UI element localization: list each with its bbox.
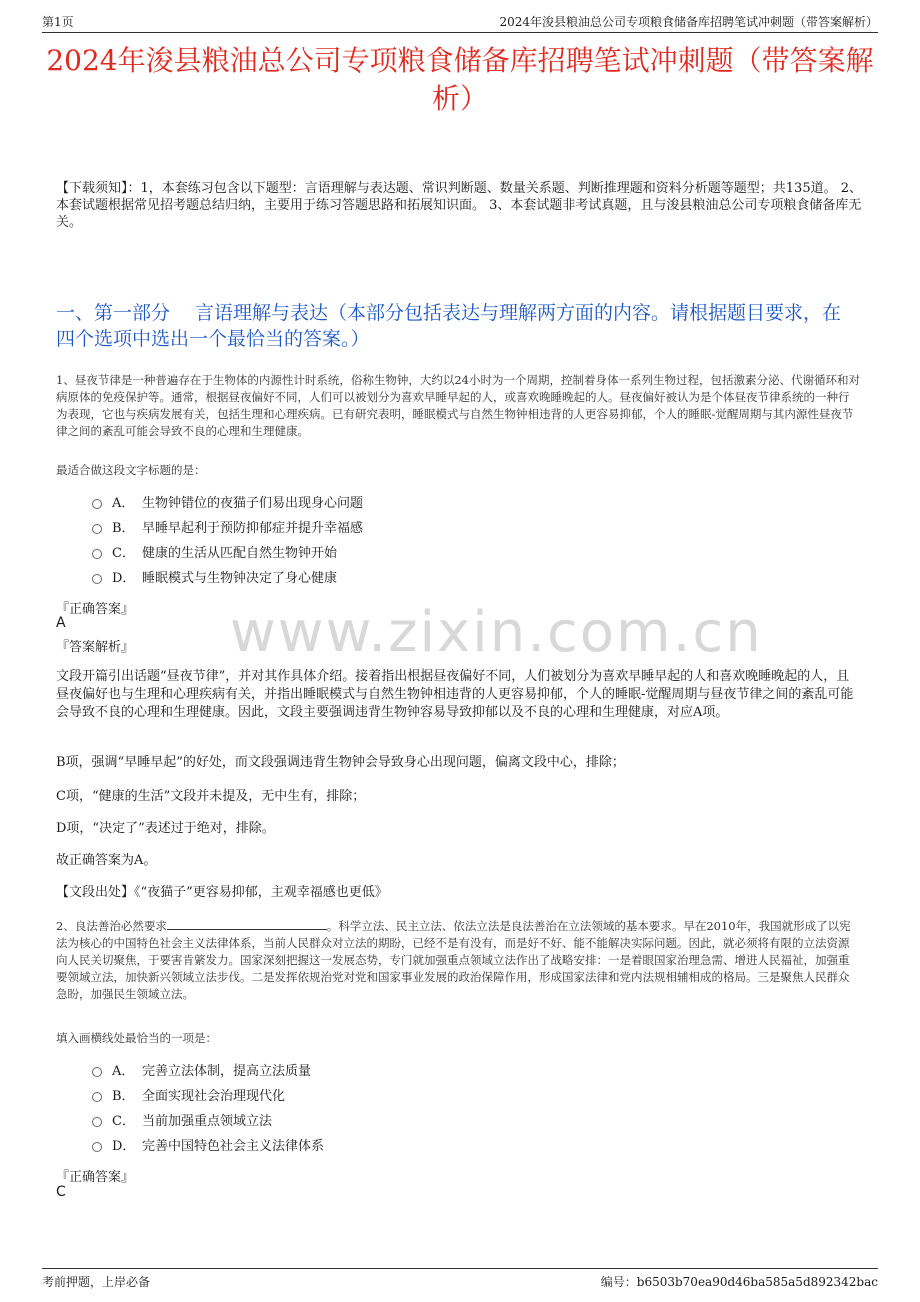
q2-option-a[interactable]: A． 完善立法体制，提高立法质量 xyxy=(92,1062,311,1082)
q2-answer-label: 『正确答案』 xyxy=(56,1170,135,1185)
q1-answer-label: 『正确答案』 xyxy=(56,602,135,617)
radio-icon[interactable] xyxy=(92,1067,102,1077)
section-heading: 一、第一部分 言语理解与表达（本部分包括表达与理解两方面的内容。请根据题目要求，在四个选项中选出一个最恰当的答案。） xyxy=(56,302,842,350)
q2-option-d[interactable]: D． 完善中国特色社会主义法律体系 xyxy=(92,1137,324,1157)
download-notice: 【下载须知】：1，本套练习包含以下题型：言语理解与表达题、常识判断题、数量关系题、判断推理题和资料分析题等题型；共135道。 2、本套试题根据常见招考题总结归纳，主要用于练习答题思路和拓展知识面。 3、本套试题非考试真题，且与浚县粮油总公司专项粮食储备库无关。 xyxy=(56,181,862,230)
q2-answer: C xyxy=(56,1184,66,1200)
radio-icon[interactable] xyxy=(92,1142,102,1152)
document-title: 2024年浚县粮油总公司专项粮食储备库招聘笔试冲刺题（带答案解析） xyxy=(46,44,874,115)
q1-analysis-paragraph: 文段开篇引出话题“昼夜节律”，并对其作具体介绍。接着指出根据昼夜偏好不同，人们被划分为喜欢早睡早起的人和喜欢晚睡晚起的人，且昼夜偏好也与生理和心理疾病有关，并指出睡眠模式与自然生物钟相违背的人更容易抑郁，个人的睡眠-觉醒周期与昼夜节律之间的紊乱可能会导致不良的心理和生理健康。因此，文段主要强调违背生物钟容易导致抑郁以及不良的心理和生理健康，对应A项。 xyxy=(56,669,854,720)
page-number: 第1页 xyxy=(42,15,74,29)
question-2-text: 2、良法善治必然要求 。科学立法、民主立法、依法立法是良法善治在立法领域的基本要求。早在2010年，我国就形成了以宪法为核心的中国特色社会主义法律体系，当前人民群众对立法的期盼，已经不是有没有，而是好不好、能不能解决实际问题。因此，就必须将有限的立法资源向人民关切聚焦，于要害肯綮发力。国家深刻把握这一发展态势，专门就加强重点领域立法作出了战略安排：一是着眼国家治理急需、增进人民福祉，加强重要领域立法，加快新兴领域立法步伐。二是发挥依规治党对党和国家事业发展的政治保障作用，形成国家法律和党内法规相辅相成的格局。三是聚焦人民群众急盼，加强民生领域立法。 xyxy=(56,919,851,1001)
q1-source: 【文段出处】《“夜猫子”更容易抑郁，主观幸福感也更低》 xyxy=(56,885,388,900)
radio-icon[interactable] xyxy=(92,499,102,509)
q1-option-b[interactable]: B． 早睡早起利于预防抑郁症并提升幸福感 xyxy=(92,519,363,539)
q1-analysis-paragraph: B项，强调“早睡早起”的好处，而文段强调违背生物钟会导致身心出现问题，偏离文段中心，排除； xyxy=(56,755,625,770)
q2-option-c[interactable]: C． 当前加强重点领域立法 xyxy=(92,1112,272,1132)
q1-analysis-paragraph: C项，“健康的生活”文段并未提及，无中生有，排除； xyxy=(56,789,366,804)
q1-analysis-paragraph: D项，“决定了”表述过于绝对，排除。 xyxy=(56,821,275,836)
q1-analysis-paragraph: 故正确答案为A。 xyxy=(56,853,157,868)
radio-icon[interactable] xyxy=(92,1117,102,1127)
question-1-text: 1、昼夜节律是一种普遍存在于生物体的内源性计时系统，俗称生物钟，大约以24小时为一个周期，控制着身体一系列生物过程，包括激素分泌、代谢循环和对病原体的免疫保护等。通常，根据昼夜偏好不同，人们可以被划分为喜欢早睡早起的人，或喜欢晚睡晚起的人。昼夜偏好被认为是个体昼夜节律系统的一种行为表现，它也与疾病发展有关，包括生理和心理疾病。已有研究表明，睡眠模式与自然生物钟相违背的人更容易抑郁，个人的睡眠-觉醒周期与其内源性昼夜节律之间的紊乱可能会导致不良的心理和生理健康。 xyxy=(56,373,860,438)
page-header xyxy=(42,10,878,33)
radio-icon[interactable] xyxy=(92,524,102,534)
q1-answer: A xyxy=(56,615,66,631)
q2-option-b[interactable]: B． 全面实现社会治理现代化 xyxy=(92,1087,285,1107)
question-1-prompt: 最适合做这段文字标题的是： xyxy=(56,463,206,477)
page-footer xyxy=(42,1268,878,1291)
q1-option-d[interactable]: D． 睡眠模式与生物钟决定了身心健康 xyxy=(92,569,337,589)
footer-serial: 编号：b6503b70ea90d46ba585a5d892342bac xyxy=(600,1275,878,1289)
fill-blank xyxy=(167,919,327,930)
header-doc-title: 2024年浚县粮油总公司专项粮食储备库招聘笔试冲刺题（带答案解析） xyxy=(499,15,878,29)
q1-option-a[interactable]: A． 生物钟错位的夜猫子们易出现身心问题 xyxy=(92,494,363,514)
radio-icon[interactable] xyxy=(92,549,102,559)
q1-analysis-label: 『答案解析』 xyxy=(56,640,135,655)
question-2-prompt: 填入画横线处最恰当的一项是： xyxy=(56,1031,217,1045)
radio-icon[interactable] xyxy=(92,1092,102,1102)
footer-slogan: 考前押题，上岸必备 xyxy=(42,1275,151,1289)
radio-icon[interactable] xyxy=(92,574,102,584)
watermark: www.zixin.com.cn xyxy=(230,600,763,665)
q1-option-c[interactable]: C． 健康的生活从匹配自然生物钟开始 xyxy=(92,544,337,564)
